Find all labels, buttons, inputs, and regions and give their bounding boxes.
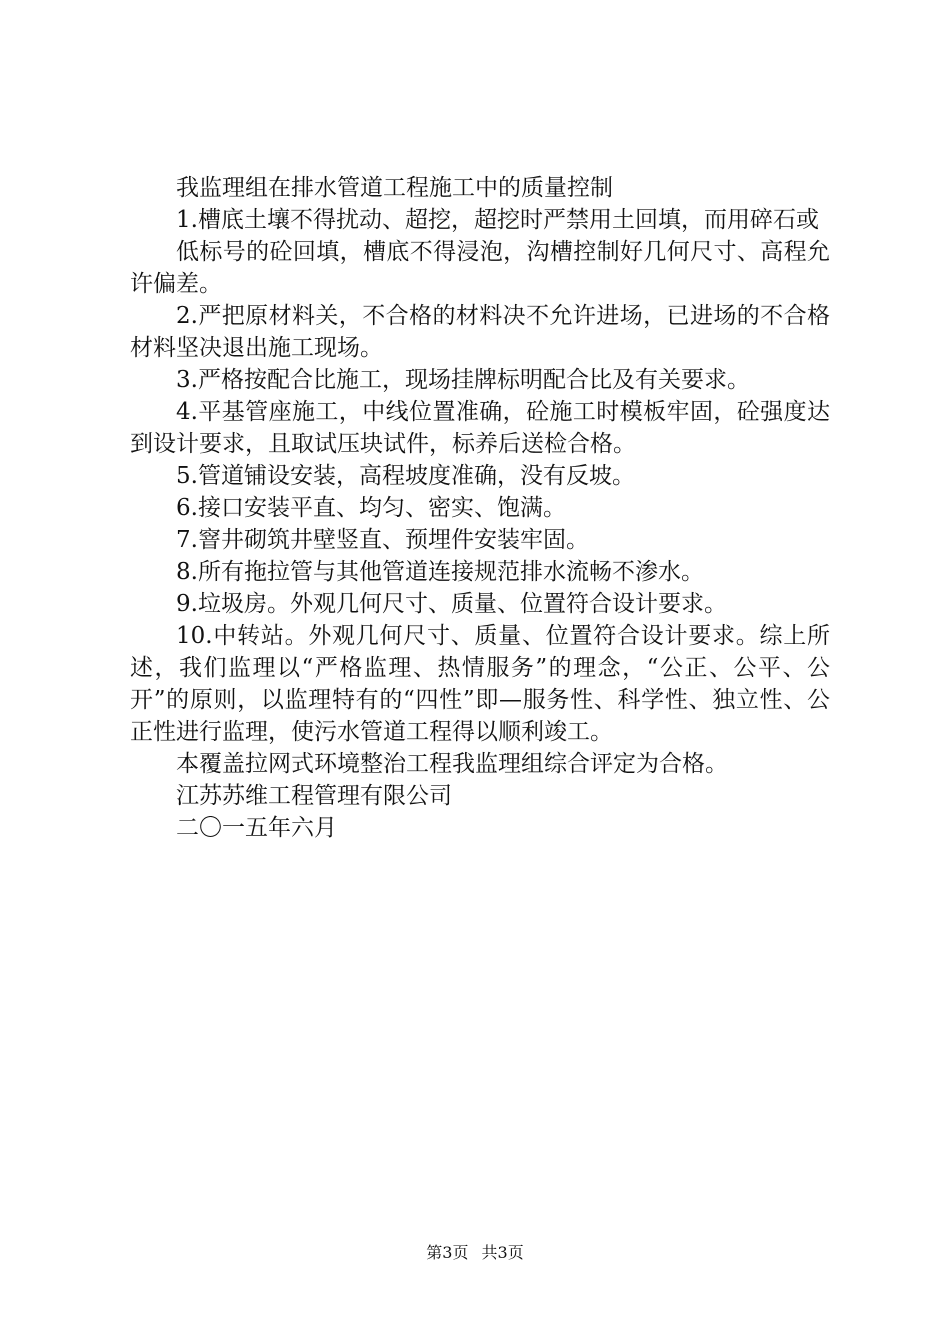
- paragraph-item-1-cont: 低标号的砼回填，槽底不得浸泡，沟槽控制好几何尺寸、高程允许偏差。: [130, 239, 830, 297]
- document-date: 二〇一五年六月: [176, 815, 337, 841]
- paragraph-item-8: 8.所有拖拉管与其他管道连接规范排水流畅不渗水。: [176, 559, 704, 585]
- company-signature: 江苏苏维工程管理有限公司: [176, 783, 452, 809]
- paragraph-item-2: 2.严把原材料关，不合格的材料决不允许进场，已进场的不合格材料坚决退出施工现场。: [130, 303, 830, 361]
- paragraph-item-3: 3.严格按配合比施工，现场挂牌标明配合比及有关要求。: [176, 367, 750, 393]
- paragraph-item-7: 7.窨井砌筑井壁竖直、预埋件安装牢固。: [176, 527, 589, 553]
- paragraph-item-4: 4.平基管座施工，中线位置准确，砼施工时模板牢固，砼强度达到设计要求，且取试压块试件，标养后送检合格。: [130, 399, 830, 457]
- page-number: 第3页: [426, 1243, 469, 1262]
- paragraph-item-1: 1.槽底土壤不得扰动、超挖，超挖时严禁用土回填，而用碎石或: [176, 207, 819, 233]
- paragraph-item-6: 6.接口安装平直、均匀、密实、饱满。: [176, 495, 566, 521]
- paragraph-item-5: 5.管道铺设安装，高程坡度准确，没有反坡。: [176, 463, 635, 489]
- paragraph-heading: 我监理组在排水管道工程施工中的质量控制: [176, 175, 613, 201]
- document-body: [130, 172, 830, 844]
- page-footer: [0, 1243, 950, 1263]
- page-total: 共3页: [481, 1243, 524, 1262]
- paragraph-item-10-summary: 10.中转站。外观几何尺寸、质量、位置符合设计要求。综上所述，我们监理以“严格监理、热情服务”的理念，“公正、公平、公开”的原则，以监理特有的“四性”即—服务性、科学性、独立性、公正性进行监理，使污水管道工程得以顺利竣工。: [130, 623, 830, 745]
- paragraph-item-9: 9.垃圾房。外观几何尺寸、质量、位置符合设计要求。: [176, 591, 727, 617]
- paragraph-conclusion: 本覆盖拉网式环境整治工程我监理组综合评定为合格。: [176, 751, 728, 777]
